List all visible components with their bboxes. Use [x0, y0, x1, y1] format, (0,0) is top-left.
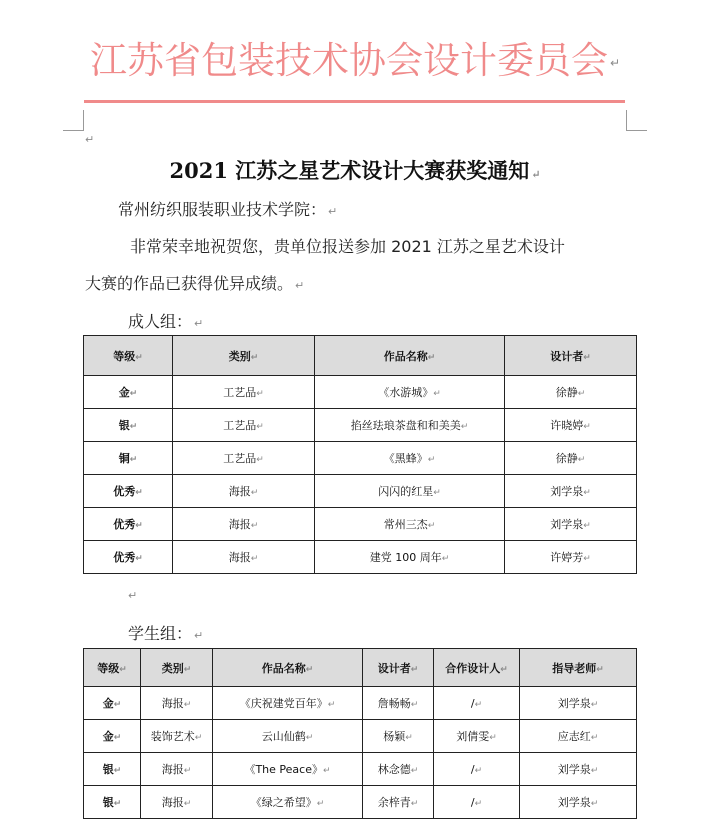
table-cell: 海报↵ [173, 541, 315, 574]
table-cell: 掐丝珐琅茶盘和和美美↵ [315, 409, 505, 442]
margin-corner-left [63, 110, 84, 131]
header-cell: 等级↵ [84, 336, 173, 376]
body-line-2: 大赛的作品已获得优异成绩。 ↵ [85, 274, 305, 293]
table-cell: 优秀↵ [84, 508, 173, 541]
table-cell: 《黑蜂》↵ [315, 442, 505, 475]
header-cell: 设计者↵ [505, 336, 637, 376]
table-cell: 刘学泉↵ [505, 508, 637, 541]
table-cell: 许婷芳↵ [505, 541, 637, 574]
adult-group-label: 成人组： ↵ [128, 312, 204, 331]
table-row [84, 541, 637, 574]
margin-corner-right [626, 110, 647, 131]
table-row [84, 475, 637, 508]
header-cell: 指导老师↵ [520, 649, 637, 687]
table-cell: 詹畅畅↵ [363, 687, 434, 720]
table-cell: 金↵ [84, 687, 141, 720]
table-cell: 刘学泉↵ [520, 687, 637, 720]
header-cell: 合作设计人↵ [434, 649, 520, 687]
table-cell: 刘学泉↵ [520, 786, 637, 819]
table-row [84, 786, 637, 819]
table-cell: 工艺品↵ [173, 442, 315, 475]
table-cell: 《The Peace》↵ [213, 753, 363, 786]
table-cell: /↵ [434, 687, 520, 720]
table-header-row [84, 649, 637, 687]
table-row [84, 409, 637, 442]
table-cell: 《绿之希望》↵ [213, 786, 363, 819]
table-row [84, 687, 637, 720]
table-cell: 杨颖↵ [363, 720, 434, 753]
table-cell: 海报↵ [141, 687, 213, 720]
table-cell: 徐静↵ [505, 442, 637, 475]
table-row [84, 720, 637, 753]
adult-awards-table [83, 335, 637, 574]
table-cell: 银↵ [84, 786, 141, 819]
table-cell: /↵ [434, 786, 520, 819]
table-cell: 林念德↵ [363, 753, 434, 786]
table-cell: 刘学泉↵ [505, 475, 637, 508]
table-cell: 银↵ [84, 409, 173, 442]
student-awards-table [83, 648, 637, 819]
paragraph-mark: ↵ [85, 133, 95, 146]
table-cell: 海报↵ [173, 475, 315, 508]
table-cell: 余梓青↵ [363, 786, 434, 819]
recipient-line: 常州纺织服装职业技术学院： ↵ [118, 200, 338, 219]
header-cell: 类别↵ [141, 649, 213, 687]
student-group-label: 学生组： ↵ [128, 624, 204, 643]
table-cell: 《庆祝建党百年》↵ [213, 687, 363, 720]
header-cell: 作品名称↵ [213, 649, 363, 687]
header-cell: 等级↵ [84, 649, 141, 687]
table-row [84, 442, 637, 475]
table-cell: 海报↵ [173, 508, 315, 541]
table-cell: 《水游城》↵ [315, 376, 505, 409]
table-cell: 闪闪的红星↵ [315, 475, 505, 508]
table-cell: 优秀↵ [84, 541, 173, 574]
table-header-row [84, 336, 637, 376]
table-cell: 许晓婷↵ [505, 409, 637, 442]
table-cell: 云山仙鹤↵ [213, 720, 363, 753]
table-cell: 工艺品↵ [173, 409, 315, 442]
table-cell: 徐静↵ [505, 376, 637, 409]
header-cell: 类别↵ [173, 336, 315, 376]
paragraph-mark: ↵ [128, 589, 138, 602]
table-row [84, 376, 637, 409]
notice-title: 2021 江苏之星艺术设计大赛获奖通知 ↵ [169, 158, 541, 183]
table-cell: 建党 100 周年↵ [315, 541, 505, 574]
table-cell: 刘倩雯↵ [434, 720, 520, 753]
body-line-1: 非常荣幸地祝贺您，贵单位报送参加 2021 江苏之星艺术设计 [130, 237, 565, 256]
table-cell: 海报↵ [141, 753, 213, 786]
table-cell: 常州三杰↵ [315, 508, 505, 541]
table-cell: 银↵ [84, 753, 141, 786]
table-cell: 优秀↵ [84, 475, 173, 508]
table-cell: 应志红↵ [520, 720, 637, 753]
header-cell: 作品名称↵ [315, 336, 505, 376]
table-cell: 金↵ [84, 376, 173, 409]
letterhead-org-name: 江苏省包装技术协会设计委员会 ↵ [89, 39, 621, 82]
table-cell: 工艺品↵ [173, 376, 315, 409]
table-row [84, 508, 637, 541]
table-cell: 刘学泉↵ [520, 753, 637, 786]
table-cell: 海报↵ [141, 786, 213, 819]
table-row [84, 753, 637, 786]
table-cell: 铜↵ [84, 442, 173, 475]
table-cell: 装饰艺术↵ [141, 720, 213, 753]
table-cell: 金↵ [84, 720, 141, 753]
table-cell: /↵ [434, 753, 520, 786]
header-cell: 设计者↵ [363, 649, 434, 687]
letterhead-rule [84, 100, 625, 103]
